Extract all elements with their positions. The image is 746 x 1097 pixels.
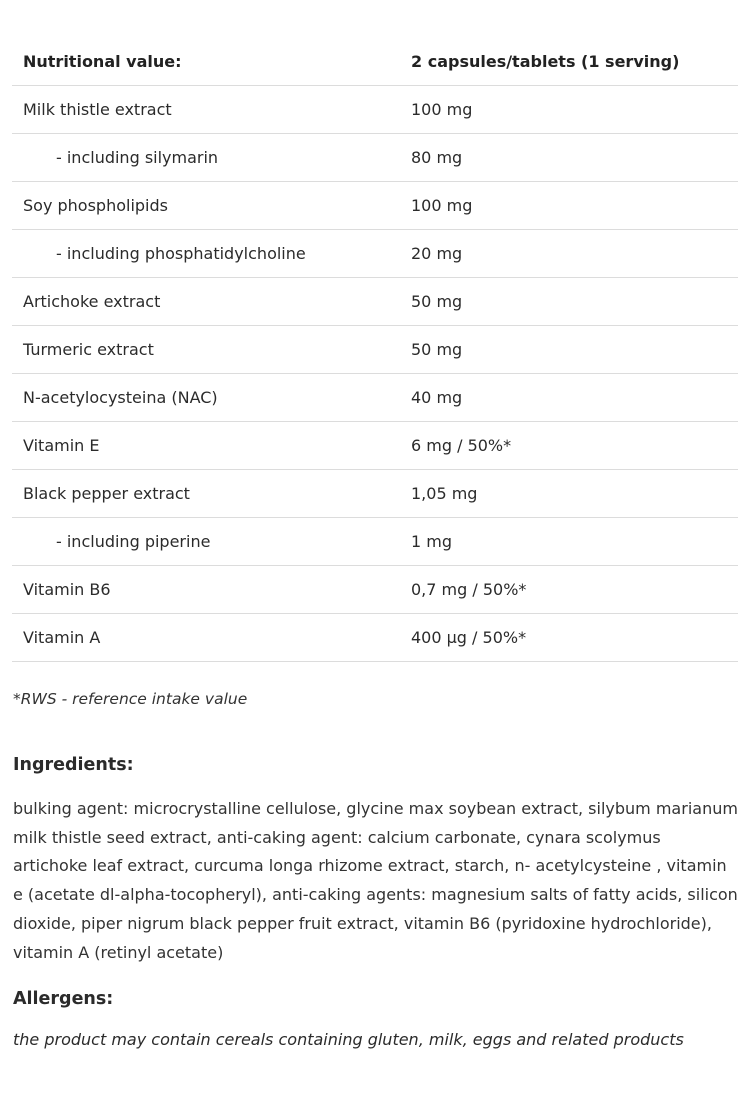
nutrient-name: Black pepper extract bbox=[12, 470, 400, 518]
nutrient-name: Vitamin E bbox=[12, 422, 400, 470]
ingredients-heading: Ingredients: bbox=[13, 755, 134, 775]
nutrient-name: Vitamin A bbox=[12, 614, 400, 662]
nutrient-amount: 40 mg bbox=[400, 374, 738, 422]
nutrient-name: Vitamin B6 bbox=[12, 566, 400, 614]
header-label: Nutritional value: bbox=[12, 38, 400, 86]
nutrient-name: Milk thistle extract bbox=[12, 86, 400, 134]
header-serving: 2 capsules/tablets (1 serving) bbox=[400, 38, 738, 86]
nutrient-amount: 80 mg bbox=[400, 134, 738, 182]
allergens-heading: Allergens: bbox=[13, 989, 114, 1009]
nutrient-name: - including phosphatidylcholine bbox=[12, 230, 400, 278]
table-row bbox=[12, 134, 738, 182]
nutrient-amount: 50 mg bbox=[400, 278, 738, 326]
table-row bbox=[12, 326, 738, 374]
table-row bbox=[12, 614, 738, 662]
nutrient-name: - including piperine bbox=[12, 518, 400, 566]
nutrition-table bbox=[12, 38, 738, 662]
nutrient-name: Soy phospholipids bbox=[12, 182, 400, 230]
nutrient-amount: 1,05 mg bbox=[400, 470, 738, 518]
table-row bbox=[12, 230, 738, 278]
table-row bbox=[12, 518, 738, 566]
nutrient-name: - including silymarin bbox=[12, 134, 400, 182]
nutrition-table-header bbox=[12, 38, 738, 86]
table-row bbox=[12, 470, 738, 518]
nutrient-amount: 0,7 mg / 50%* bbox=[400, 566, 738, 614]
allergens-text: the product may contain cereals containing gluten, milk, eggs and related products bbox=[13, 1030, 684, 1049]
nutrient-amount: 400 µg / 50%* bbox=[400, 614, 738, 662]
rws-footnote: *RWS - reference intake value bbox=[13, 690, 248, 708]
table-row bbox=[12, 182, 738, 230]
nutrient-amount: 1 mg bbox=[400, 518, 738, 566]
nutrient-name: Artichoke extract bbox=[12, 278, 400, 326]
nutrient-amount: 50 mg bbox=[400, 326, 738, 374]
nutrient-name: Turmeric extract bbox=[12, 326, 400, 374]
table-row bbox=[12, 86, 738, 134]
nutrient-amount: 100 mg bbox=[400, 182, 738, 230]
nutrient-name: N-acetylocysteina (NAC) bbox=[12, 374, 400, 422]
table-row bbox=[12, 566, 738, 614]
table-row bbox=[12, 422, 738, 470]
ingredients-text: bulking agent: microcrystalline cellulose, glycine max soybean extract, silybum marianum milk thistle seed extract, anti-caking agent: calcium carbonate, cynara scolymus artichoke leaf extract, curcuma longa rhizome extract, starch, n- acetylcysteine , vitamin e (acetate dl-alpha-tocopheryl), anti-caking agents: magnesium salts of fatty acids, silicon dioxide, piper nigrum black pepper fruit extract, vitamin B6 (pyridoxine hydrochloride), vitamin A (retinyl acetate) bbox=[13, 799, 738, 962]
table-row bbox=[12, 374, 738, 422]
nutrient-amount: 6 mg / 50%* bbox=[400, 422, 738, 470]
nutrient-amount: 100 mg bbox=[400, 86, 738, 134]
table-row bbox=[12, 278, 738, 326]
nutrient-amount: 20 mg bbox=[400, 230, 738, 278]
